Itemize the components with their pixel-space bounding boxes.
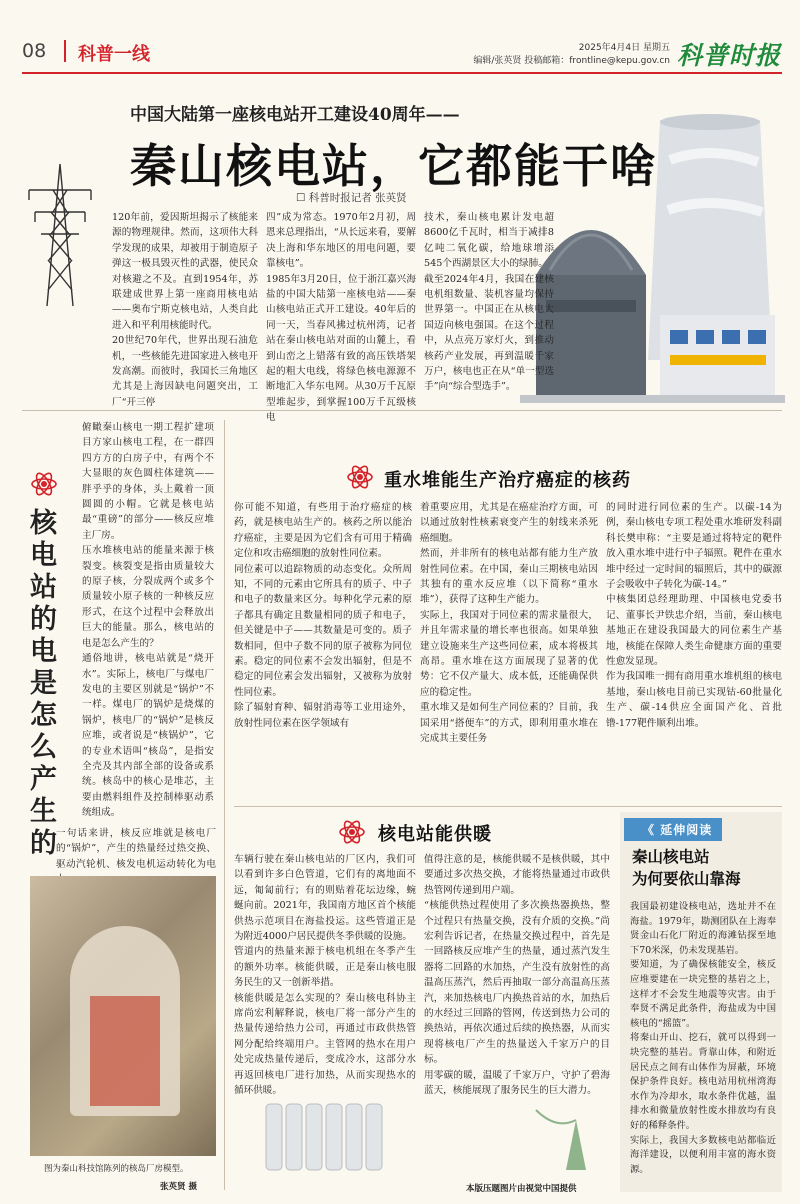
masthead-rule [22, 72, 782, 74]
column-divider [224, 420, 225, 1190]
article-byline [296, 190, 407, 205]
masthead [22, 36, 782, 76]
byline-text: 科普时报记者 张英贤 [308, 192, 407, 204]
masthead-divider [64, 40, 66, 62]
heating-column-1: 车辆行驶在秦山核电站的厂区内，我们可以看到许多白色管道，它们有的离地面不远，匍匐前行；有的则贴着花坛边缘，蜿蜒向前。2021年，我国南方地区首个核能供热示范项目在海盐投运。这些管道正是为附近4000户居民提供冬季供暖的设施。 管道内的热量来源于核电机组在冬季产生的额外功率。核能供暖，正是秦山核电服务民生的又一创新举措。 核能供暖是怎么实现的？秦山核电科协主席尚宏利解释说，核电厂将一部分产生的热量传递给热力公司，再通过市政供热管网分配给终端用户。主管网的热水在用户处完成热量传递后，变成冷水，这部分水再返回核电厂进行加热，从而实现热水的循环供暖。 [234, 854, 416, 1097]
mid-section-rule [234, 806, 782, 807]
section-name: 科普一线 [78, 44, 150, 65]
side-feature-title: 核电站的电是怎么产生的 [30, 508, 57, 859]
double-chevron-icon: 《 [642, 823, 661, 837]
section-heading-heating: 核电站能供暖 [378, 824, 492, 845]
top-section-rule [22, 410, 782, 411]
atom-icon [30, 470, 58, 498]
side-feature-body-tail: 一句话来讲，核反应堆就是核电厂的“锅炉”，产生的热量经过热交换、驱动汽轮机、核发电机运动转化为电 [56, 828, 216, 870]
radiator-illustration [236, 1090, 606, 1180]
intro-column-3: 技术，秦山核电累计发电超8600亿千瓦时，相当于减排8亿吨二氧化碳，给地球增添545个西湖景区大小的绿肺。 截至2024年4月，我国在建核电机组数量、装机容量均保持世界第一。中国正在从核电大国迈向核电强国。在这个过程中，从点亮万家灯火，到推动核药产业发展，再到温暖千家万户，核电也正在从“单一型选手”向“综合型选手”。 [424, 212, 554, 393]
atom-icon [338, 818, 366, 846]
extended-title-line-2: 为何要依山靠海 [632, 870, 741, 888]
intro-column-1: 120年前，爱因斯坦揭示了核能来源的物理规律。然而，这项伟大科学发现的成果，却被用于制造原子弹这一极具毁灭性的武器，使民众对核避之不及。直到1954年，苏联建成世界上第一座商用核电站——奥布宁斯克核电站，人类自此进入和平利用核能时代。 20世纪70年代，世界出现石油危机，一些核能先进国家进入核电开发高潮。而彼时，我国长三角地区尤其是上海因缺电问题突出，工厂“开三停 [112, 212, 258, 408]
issue-date: 2025年4月4日 星期五 [578, 43, 670, 53]
isotopes-column-2: 着重要应用，尤其是在癌症治疗方面，可以通过放射性核素衰变产生的射线来杀死癌细胞。 然而，并非所有的核电站都有能力生产放射性同位素。在中国，秦山三期核电站因其独有的重水反应堆（以下简称“重水堆”），获得了这种生产能力。 实际上，我国对于同位素的需求量很大，并且年需求量的增长率也很高。如果单独建立设施来生产这些同位素，成本将极其高昂。重水堆在这方面展现了显著的优势：它不仅产量大、成本低，还能确保供应的稳定性。 重水堆又是如何生产同位素的？目前，我国采用“搭便车”的方式，即利用重水堆在完成其主要任务 [420, 502, 598, 745]
photo-credit: 张英贤 摄 [160, 1182, 197, 1192]
article-kicker: 中国大陆第一座核电站开工建设40周年—— [130, 105, 460, 125]
section-heading-isotopes: 重水堆能生产治疗癌症的核药 [384, 470, 631, 491]
article-headline: 秦山核电站，它都能干啥 [130, 139, 658, 193]
power-pylon-illustration [25, 160, 95, 310]
extended-title-line-1: 秦山核电站 [632, 848, 710, 866]
isotopes-column-1: 你可能不知道，有些用于治疗癌症的核药，就是核电站生产的。核药之所以能治疗癌症，主要是因为它们含有可用于精确定位和攻击癌细胞的放射性同位素。 同位素可以追踪物质的动态变化。众所周知，不同的元素由它所具有的质子、中子和电子的数量来区分。每种化学元素的原子都具有确定且数量相同的质子和电子，但关键是中子——其数量是可变的。质子数相同，但中子数不同的原子被称为同位素。稳定的同位素不会发出辐射，但是不稳定的同位素会发出辐射，又被称为放射性同位素。 除了辐射育种、辐射消毒等工业用途外，放射性同位素在医学领域有 [234, 502, 412, 729]
editor-line: 编辑/张英贤 投稿邮箱：frontline@kepu.gov.cn [473, 56, 670, 66]
extended-reading-tag [624, 818, 722, 841]
side-feature-body: 俯瞰秦山核电一期工程扩建项目方家山核电工程，在一群四四方方的白房子中，有两个不大显眼的灰色圆柱体建筑——胖乎乎的身体，头上戴着一顶圆圆的小帽。它就是核电站最“重磅”的部分——核反应堆主厂房。 压水堆核电站的能量来源于核裂变。核裂变是指由质量较大的原子核，分裂成两个或多个质量较小原子核的一种核反应形式，在这个过程中会释放出巨大的能量。那么，核电站的电是怎么产生的？ 通俗地讲，核电站就是“烧开水”。实际上，核电厂与煤电厂发电的主要区别就是“锅炉”不一样。煤电厂的锅炉是烧煤的锅炉，核电厂的“锅炉”是核反应堆，或者说是“核锅炉”，它的专业术语叫“核岛”，是指安全壳及其内部全部的设备或系统。核岛中的核心是堆芯，主要由燃料组件及控制棒驱动系统组成。 [82, 422, 214, 819]
extended-reading-tag-label: 延伸阅读 [660, 823, 713, 837]
model-reactor-core [90, 996, 160, 1106]
photo-caption: 图为秦山科技馆陈列的核岛厂房模型。 [44, 1164, 189, 1174]
intro-column-2: 四”成为常态。1970年2月初，周恩来总理指出，“从长远来看，要解决上海和华东地区的用电问题，要靠核电”。 1985年3月20日，位于浙江嘉兴海盐的中国大陆第一座核电站——秦山核电站正式开工建设。40年后的同一天，当春风拂过杭州湾，记者站在秦山核电站对面的山麓上，看到山峦之上错落有致的高压铁塔架起的粗大电线，将绿色核电源源不断地汇入华东电网。从30万千瓦原型堆起步，到掌握100万千瓦级核电 [266, 212, 416, 424]
isotopes-column-3: 的同时进行同位素的生产。以碳-14为例，秦山核电专项工程处重水堆研发科副科长樊申称：“主要是通过将特定的靶件放入重水堆中进行中子辐照。靶件在重水堆中经过一定时间的辐照后，其中的碳源子会吸收中子转化为碳-14。” 中核集团总经理助理、中国核电党委书记、董事长尹铁忠介绍，当前，秦山核电基地正在建设我国最大的同位素生产基地，核能在保障人类生命健康方面的重要性愈发显现。 作为我国唯一拥有商用重水堆机组的核电基地，秦山核电目前已实现钴-60批量化生产、碳-14供应全面国产化、首批镥-177靶件顺利出堆。 [606, 502, 782, 729]
nuclear-island-model-photo [30, 876, 216, 1156]
page-number: 08 [22, 40, 47, 62]
extended-reading-body: 我国最初建设核电站，选址并不在海盐。1979年，勘测团队在上海奉贤金山石化厂附近的海滩钻探至地下70米深，仍未发现基岩。 要知道，为了确保核能安全，核反应堆要建在一块完整的基岩之上，这样才不会发生地震等灾害。由于奉贤不满足此条件，海盐成为中国核电的“摇篮”。 将秦山开山、挖石，就可以得到一块完整的基岩。背靠山体，和附近居民点之间有山体作为屏蔽，环境保护条件良好。核电站用杭州湾海水作为冷却水，取水条件优越，温排水和微量放射性废水排放均有良好的稀释条件。 实际上，我国大多数核电站都临近海洋建设，以便利用丰富的海水资源。 [630, 901, 776, 1175]
atom-icon [346, 463, 374, 491]
byline-box-icon: ☐ [296, 192, 309, 204]
header-image-credit: 本版压题图片由视觉中国提供 [466, 1184, 577, 1194]
newspaper-logo: 科普时报 [677, 41, 782, 70]
heating-column-2: 值得注意的是，核能供暖不是核供暖，其中要通过多次热交换，才能将热量通过市政供热管网传递到用户端。 “核能供热过程使用了多次换热器换热，整个过程只有热量交换，没有介质的交换。”尚宏利告诉记者，在热量交换过程中，首先是一回路核反应堆产生的热量，通过蒸汽发生器将二回路的水加热，产生没有放射性的高温高压蒸汽，然后再抽取一部分高温高压蒸汽，来加热核电厂内换热首站的水，加热后的水经过三回路的管网，传送到热力公司的换热站，再依次通过后续的换热器，从而实现将核电厂产生的热量送入千家万户的目标。 用零碳的暖，温暖了千家万户，守护了碧海蓝天，核能展现了服务民生的巨大潜力。 [424, 854, 610, 1097]
